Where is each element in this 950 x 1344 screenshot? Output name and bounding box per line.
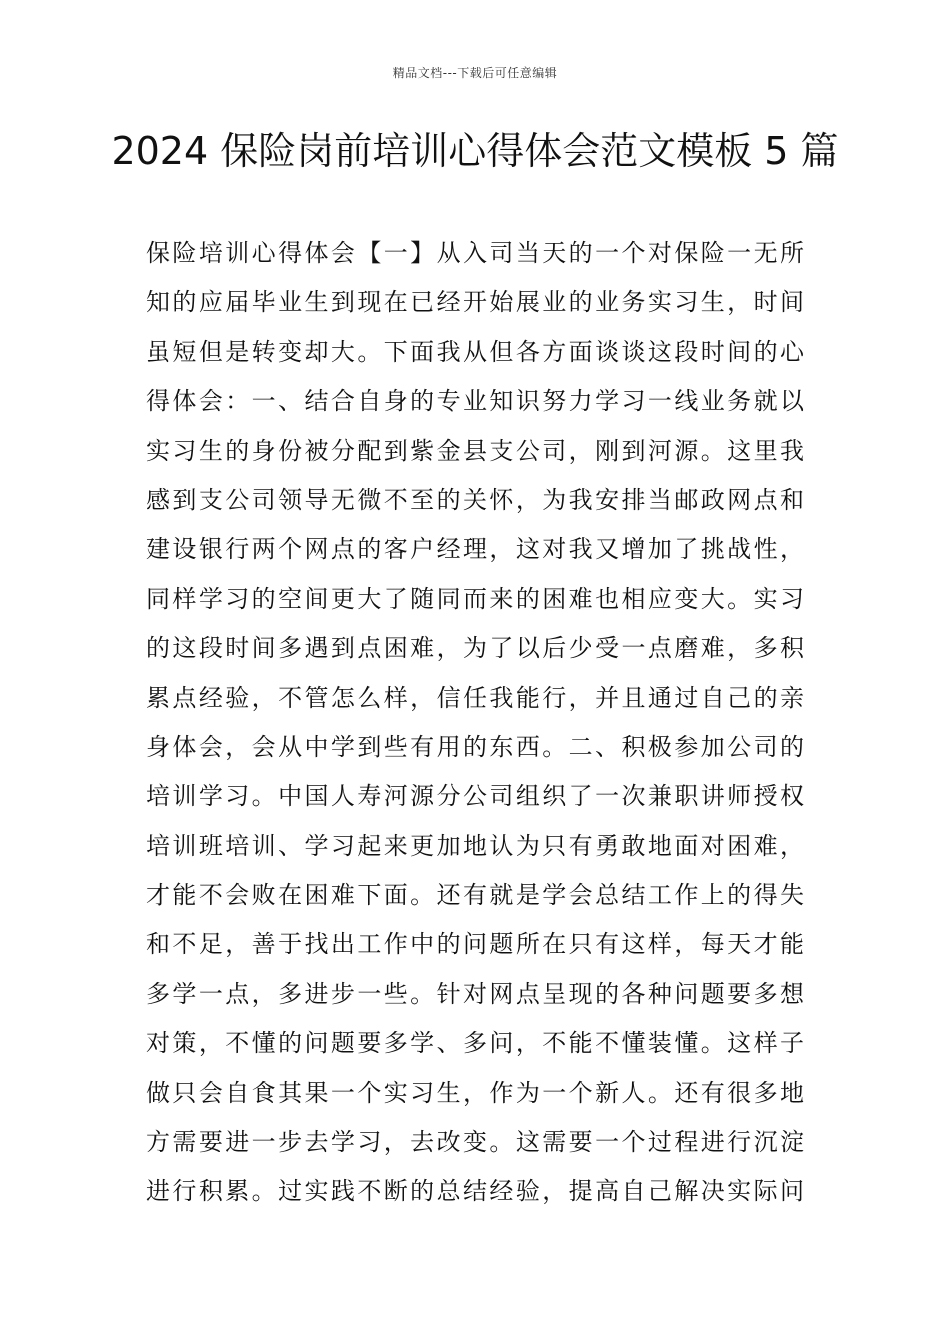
- body-line: 知的应届毕业生到现在已经开始展业的业务实习生，时间: [146, 288, 804, 317]
- body-line: 方需要进一步去学习，去改变。这需要一个过程进行沉淀: [146, 1128, 804, 1157]
- page-header: 精品文档---下载后可任意编辑: [392, 66, 558, 80]
- document-title: 2024 保险岗前培训心得体会范文模板 5 篇: [111, 129, 839, 173]
- body-line: 感到支公司领导无微不至的关怀，为我安排当邮政网点和: [146, 485, 804, 514]
- body-line: 同样学习的空间更大了随同而来的困难也相应变大。实习: [146, 584, 804, 613]
- body-line: 和不足，善于找出工作中的问题所在只有这样，每天才能: [146, 930, 804, 959]
- body-line: 培训学习。中国人寿河源分公司组织了一次兼职讲师授权: [146, 782, 804, 811]
- body-line: 得体会：一、结合自身的专业知识努力学习一线业务就以: [146, 387, 804, 416]
- body-line: 保险培训心得体会【一】从入司当天的一个对保险一无所: [146, 239, 804, 267]
- body-line: 的这段时间多遇到点困难，为了以后少受一点磨难，多积: [146, 634, 804, 663]
- body-line: 做只会自食其果一个实习生，作为一个新人。还有很多地: [146, 1078, 804, 1107]
- body-line: 累点经验，不管怎么样，信任我能行，并且通过自己的亲: [146, 683, 804, 712]
- document-body: [146, 229, 826, 1217]
- body-line: 多学一点，多进步一些。针对网点呈现的各种问题要多想: [146, 979, 804, 1008]
- body-line: 实习生的身份被分配到紫金县支公司，刚到河源。这里我: [146, 436, 804, 465]
- body-line: 对策，不懂的问题要多学、多问，不能不懂装懂。这样子: [146, 1029, 804, 1058]
- body-line: 身体会，会从中学到些有用的东西。二、积极参加公司的: [146, 732, 804, 761]
- body-line: 虽短但是转变却大。下面我从但各方面谈谈这段时间的心: [146, 337, 804, 366]
- body-line: 进行积累。过实践不断的总结经验，提高自己解决实际问: [146, 1177, 804, 1206]
- body-line: 才能不会败在困难下面。还有就是学会总结工作上的得失: [146, 881, 804, 910]
- body-line: 培训班培训、学习起来更加地认为只有勇敢地面对困难，: [146, 831, 804, 860]
- body-line: 建设银行两个网点的客户经理，这对我又增加了挑战性，: [146, 535, 804, 564]
